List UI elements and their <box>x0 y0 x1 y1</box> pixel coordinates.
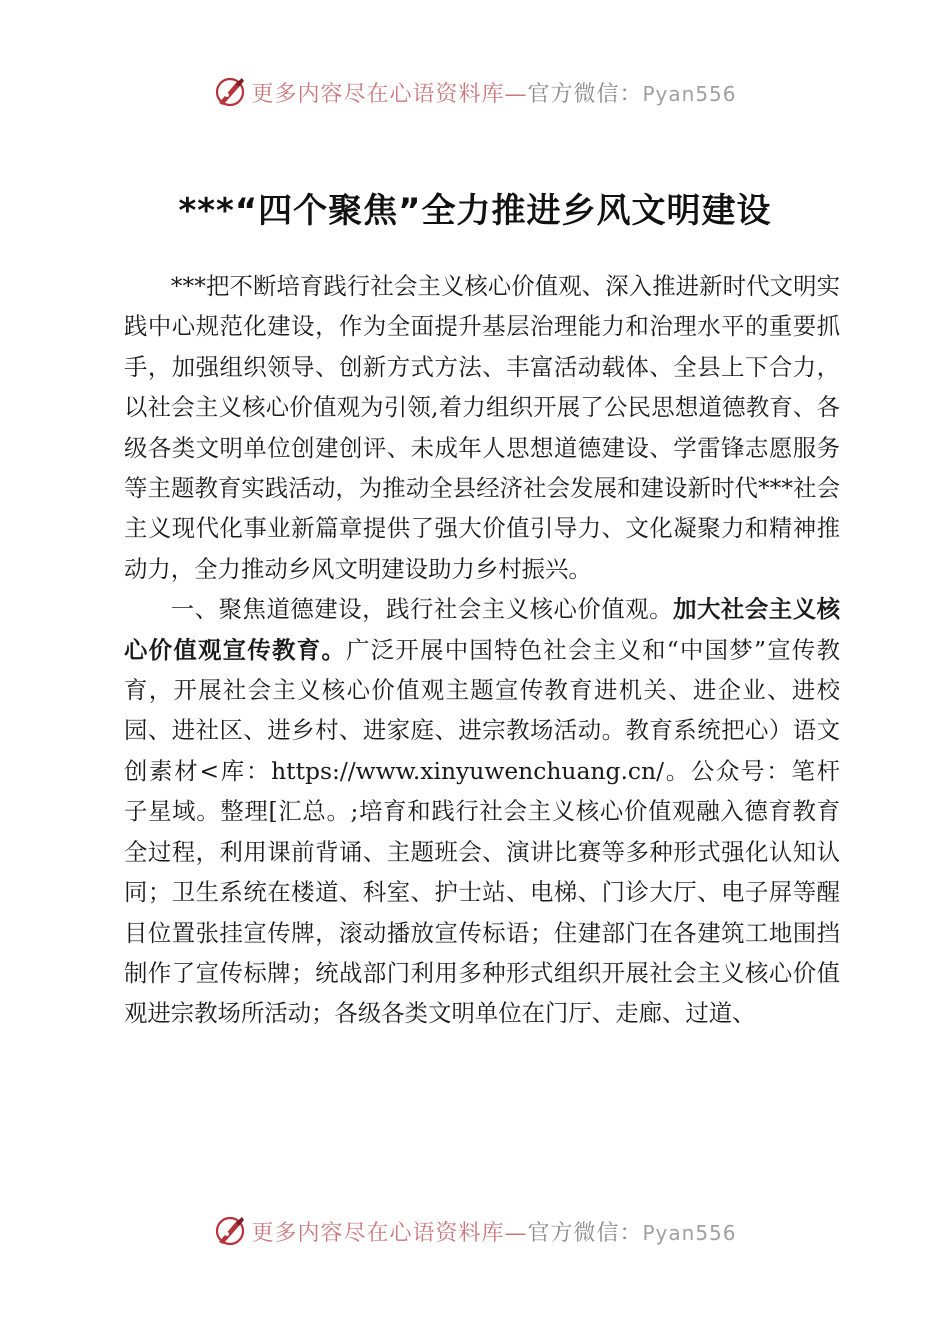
pen-logo-icon <box>213 1214 247 1248</box>
banner-brand: 更多内容尽在心语资料库 <box>251 81 505 107</box>
banner-wechat-label: 官方微信： <box>527 1220 643 1246</box>
paragraph-section-1 <box>124 589 840 1033</box>
header-banner <box>0 72 950 112</box>
banner-text <box>251 1216 736 1247</box>
article-body <box>124 266 840 1034</box>
banner-wechat-id: Pyan556 <box>642 81 737 106</box>
paragraph-intro: ***把不断培育践行社会主义核心价值观、深入推进新时代文明实践中心规范化建设，作为全面提升基层治理能力和治理水平的重要抓手，加强组织领导、创新方式方法、丰富活动载体、全县上下合力，以社会主义核心价值观为引领,着力组织开展了公民思想道德教育、各级各类文明单位创建创评、未成年人思想道德建设、学雷锋志愿服务等主题教育实践活动，为推动全县经济社会发展和建设新时代***社会主义现代化事业新篇章提供了强大价值引导力、文化凝聚力和精神推动力，全力推动乡风文明建设助力乡村振兴。 <box>124 272 840 583</box>
banner-separator: — <box>504 81 528 107</box>
page-title: ***“四个聚焦”全力推进乡风文明建设 <box>178 191 772 231</box>
banner-text <box>251 77 736 108</box>
footer-banner <box>0 1211 950 1251</box>
section-1-bold-heading: 加大社会主义核心价值观宣传教育。 <box>124 595 840 664</box>
banner-wechat-label: 官方微信： <box>527 81 643 107</box>
section-1-lead: 一、聚焦道德建设，践行社会主义核心价值观。 <box>170 595 674 624</box>
pen-logo-icon <box>213 75 247 109</box>
banner-separator: — <box>504 1220 528 1246</box>
section-1-text: 广泛开展中国特色社会主义和“中国梦”宣传教育，开展社会主义核心价值观主题宣传教育进机关、进企业、进校园、进社区、进乡村、进家庭、进宗教场活动。教育系统把心）语文创素材<库：https://www.xinyuwenchuang.cn/。公众号：笔杆子星域。整理[汇总。;培育和践行社会主义核心价值观融入德育教育全过程，利用课前背诵、主题班会、演讲比赛等多种形式强化认知认同；卫生系统在楼道、科室、护士站、电梯、门诊大厅、电子屏等醒目位置张挂宣传牌，滚动播放宣传标语；住建部门在各建筑工地围挡制作了宣传标牌；统战部门利用多种形式组织开展社会主义核心价值观进宗教场所活动；各级各类文明单位在门厅、走廊、过道、 <box>124 635 840 1028</box>
banner-brand: 更多内容尽在心语资料库 <box>251 1220 505 1246</box>
banner-wechat-id: Pyan556 <box>642 1220 737 1245</box>
